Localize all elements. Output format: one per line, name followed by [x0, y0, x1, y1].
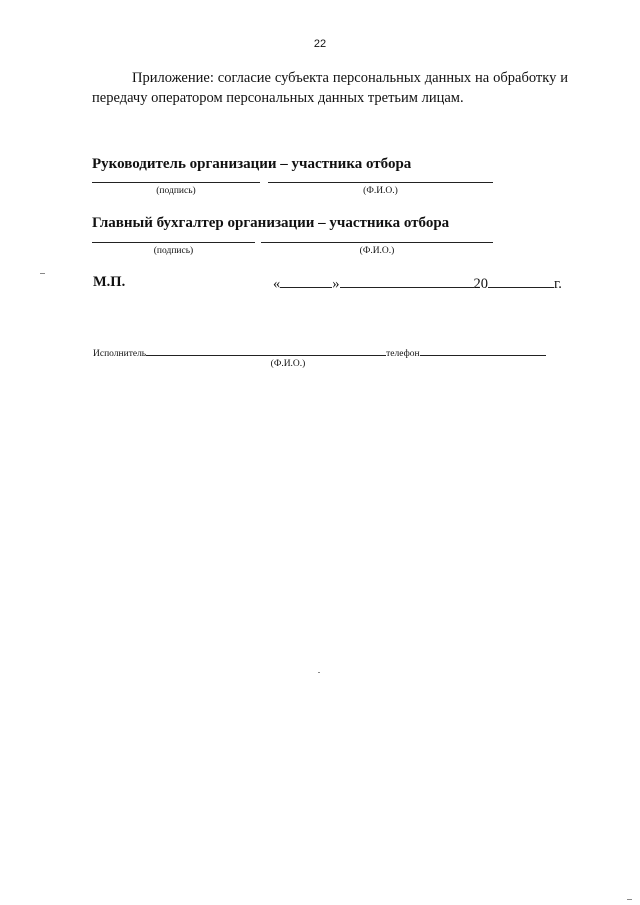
date-day-field[interactable]: [280, 274, 332, 288]
head-signature-title: Руководитель организации – участника отбора: [92, 156, 412, 172]
scan-mark: [627, 899, 632, 900]
phone-field[interactable]: [420, 345, 546, 356]
executor-label: Исполнитель: [93, 349, 147, 359]
executor-name-field[interactable]: [146, 345, 386, 356]
scan-mark: [40, 273, 45, 274]
date-month-field[interactable]: [340, 274, 474, 288]
accountant-signature-line[interactable]: [92, 242, 255, 243]
executor-name-caption: (Ф.И.О.): [270, 359, 306, 369]
page-number: 22: [313, 38, 327, 50]
head-name-line[interactable]: [268, 182, 493, 183]
accountant-name-caption: (Ф.И.О.): [359, 246, 395, 256]
date-year-suffix: г.: [554, 276, 562, 292]
stamp-label: М.П.: [93, 274, 126, 290]
head-signature-line[interactable]: [92, 182, 260, 183]
accountant-signature-caption: (подпись): [153, 246, 194, 256]
appendix-text: Приложение: согласие субъекта персональных данных на обработку и передачу оператором персональных данных третьим лицам.: [92, 70, 568, 106]
head-name-caption: (Ф.И.О.): [363, 186, 398, 196]
accountant-signature-title: Главный бухгалтер организации – участника отбора: [92, 215, 450, 231]
executor-line: [93, 345, 546, 359]
accountant-name-line[interactable]: [261, 242, 493, 243]
scan-mark: [318, 672, 320, 673]
date-year-field[interactable]: [488, 274, 554, 288]
phone-label: телефон: [386, 349, 420, 359]
head-signature-caption: (подпись): [156, 186, 196, 196]
date-close-quote: »: [332, 276, 340, 292]
date-open-quote: «: [273, 276, 281, 292]
date-century: 20: [473, 276, 488, 292]
date-line: [273, 274, 562, 293]
